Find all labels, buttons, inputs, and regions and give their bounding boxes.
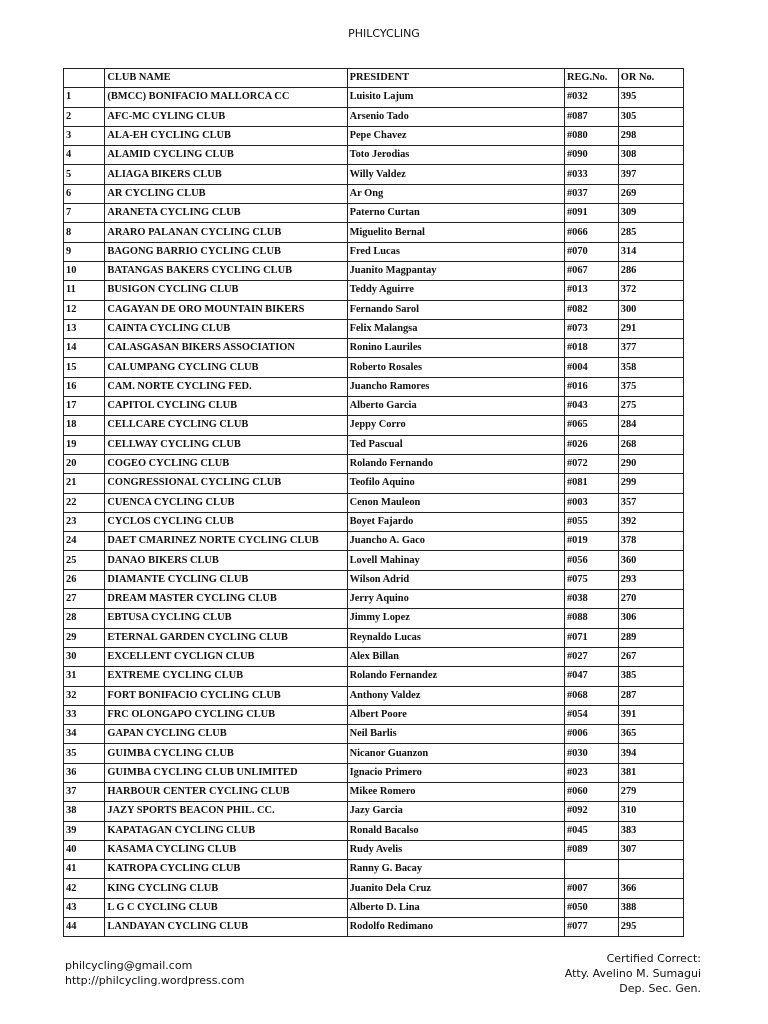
president-name: Juancho A. Gaco xyxy=(347,532,564,551)
row-number: 7 xyxy=(64,204,105,223)
or-number: 309 xyxy=(618,204,683,223)
contact-email: philcycling@gmail.com xyxy=(65,959,193,972)
header-number xyxy=(64,69,105,88)
reg-number: #067 xyxy=(564,261,618,280)
club-name: CELLCARE CYCLING CLUB xyxy=(105,416,347,435)
row-number: 33 xyxy=(64,705,105,724)
reg-number: #032 xyxy=(564,88,618,107)
club-name: DREAM MASTER CYCLING CLUB xyxy=(105,590,347,609)
reg-number: #054 xyxy=(564,705,618,724)
table-row xyxy=(64,165,684,184)
president-name: Willy Valdez xyxy=(347,165,564,184)
reg-number: #075 xyxy=(564,570,618,589)
president-name: Albert Poore xyxy=(347,705,564,724)
row-number: 32 xyxy=(64,686,105,705)
row-number: 29 xyxy=(64,628,105,647)
club-name: KING CYCLING CLUB xyxy=(105,879,347,898)
club-name: CALUMPANG CYCLING CLUB xyxy=(105,358,347,377)
reg-number: #047 xyxy=(564,667,618,686)
row-number: 21 xyxy=(64,474,105,493)
club-name: CUENCA CYCLING CLUB xyxy=(105,493,347,512)
president-name: Jeppy Corro xyxy=(347,416,564,435)
row-number: 1 xyxy=(64,88,105,107)
reg-number: #081 xyxy=(564,474,618,493)
president-name: Toto Jerodias xyxy=(347,146,564,165)
row-number: 28 xyxy=(64,609,105,628)
reg-number: #080 xyxy=(564,126,618,145)
row-number: 44 xyxy=(64,918,105,937)
table-row xyxy=(64,204,684,223)
reg-number: #068 xyxy=(564,686,618,705)
or-number: 268 xyxy=(618,435,683,454)
or-number: 270 xyxy=(618,590,683,609)
table-row xyxy=(64,126,684,145)
table-row xyxy=(64,628,684,647)
president-name: Juanito Magpantay xyxy=(347,261,564,280)
table-row xyxy=(64,705,684,724)
table-row xyxy=(64,454,684,473)
president-name: Arsenio Tado xyxy=(347,107,564,126)
table-row xyxy=(64,840,684,859)
table-row xyxy=(64,184,684,203)
table-row xyxy=(64,763,684,782)
or-number: 287 xyxy=(618,686,683,705)
table-row xyxy=(64,860,684,879)
or-number: 395 xyxy=(618,88,683,107)
reg-number: #089 xyxy=(564,840,618,859)
reg-number: #050 xyxy=(564,898,618,917)
row-number: 37 xyxy=(64,782,105,801)
row-number: 39 xyxy=(64,821,105,840)
club-name: L G C CYCLING CLUB xyxy=(105,898,347,917)
president-name: Fred Lucas xyxy=(347,242,564,261)
row-number: 40 xyxy=(64,840,105,859)
table-row xyxy=(64,821,684,840)
table-row xyxy=(64,532,684,551)
club-name: CELLWAY CYCLING CLUB xyxy=(105,435,347,454)
reg-number: #065 xyxy=(564,416,618,435)
club-name: DAET CMARINEZ NORTE CYCLING CLUB xyxy=(105,532,347,551)
table-row xyxy=(64,339,684,358)
row-number: 23 xyxy=(64,512,105,531)
header-club-name: CLUB NAME xyxy=(105,69,347,88)
header-or-no: OR No. xyxy=(618,69,683,88)
or-number: 308 xyxy=(618,146,683,165)
president-name: Reynaldo Lucas xyxy=(347,628,564,647)
reg-number: #004 xyxy=(564,358,618,377)
club-name: ALA-EH CYCLING CLUB xyxy=(105,126,347,145)
president-name: Ted Pascual xyxy=(347,435,564,454)
table-row xyxy=(64,551,684,570)
or-number: 377 xyxy=(618,339,683,358)
or-number: 397 xyxy=(618,165,683,184)
or-number: 286 xyxy=(618,261,683,280)
reg-number: #006 xyxy=(564,725,618,744)
row-number: 11 xyxy=(64,281,105,300)
signatory-position: Dep. Sec. Gen. xyxy=(619,982,701,995)
table-row xyxy=(64,570,684,589)
president-name: Rodolfo Redimano xyxy=(347,918,564,937)
table-row xyxy=(64,223,684,242)
president-name: Ronald Bacalso xyxy=(347,821,564,840)
club-name: BUSIGON CYCLING CLUB xyxy=(105,281,347,300)
row-number: 10 xyxy=(64,261,105,280)
club-name: EBTUSA CYCLING CLUB xyxy=(105,609,347,628)
or-number: 269 xyxy=(618,184,683,203)
reg-number: #091 xyxy=(564,204,618,223)
club-name: ALIAGA BIKERS CLUB xyxy=(105,165,347,184)
row-number: 38 xyxy=(64,802,105,821)
or-number: 285 xyxy=(618,223,683,242)
table-row xyxy=(64,300,684,319)
or-number: 300 xyxy=(618,300,683,319)
reg-number: #092 xyxy=(564,802,618,821)
club-name: DIAMANTE CYCLING CLUB xyxy=(105,570,347,589)
or-number: 293 xyxy=(618,570,683,589)
club-name: GUIMBA CYCLING CLUB xyxy=(105,744,347,763)
row-number: 6 xyxy=(64,184,105,203)
row-number: 30 xyxy=(64,647,105,666)
club-name: COGEO CYCLING CLUB xyxy=(105,454,347,473)
reg-number: #066 xyxy=(564,223,618,242)
reg-number: #043 xyxy=(564,397,618,416)
club-name: KASAMA CYCLING CLUB xyxy=(105,840,347,859)
reg-number: #019 xyxy=(564,532,618,551)
reg-number: #056 xyxy=(564,551,618,570)
president-name: Jazy Garcia xyxy=(347,802,564,821)
club-name: CAPITOL CYCLING CLUB xyxy=(105,397,347,416)
row-number: 42 xyxy=(64,879,105,898)
table-row xyxy=(64,725,684,744)
reg-number: #072 xyxy=(564,454,618,473)
row-number: 3 xyxy=(64,126,105,145)
president-name: Teofilo Aquino xyxy=(347,474,564,493)
reg-number: #027 xyxy=(564,647,618,666)
president-name: Lovell Mahinay xyxy=(347,551,564,570)
president-name: Juancho Ramores xyxy=(347,377,564,396)
reg-number: #018 xyxy=(564,339,618,358)
club-name: AFC-MC CYLING CLUB xyxy=(105,107,347,126)
table-row xyxy=(64,261,684,280)
club-name: EXTREME CYCLING CLUB xyxy=(105,667,347,686)
president-name: Felix Malangsa xyxy=(347,319,564,338)
header-president: PRESIDENT xyxy=(347,69,564,88)
president-name: Paterno Curtan xyxy=(347,204,564,223)
table-row xyxy=(64,281,684,300)
club-name: CAGAYAN DE ORO MOUNTAIN BIKERS xyxy=(105,300,347,319)
president-name: Wilson Adrid xyxy=(347,570,564,589)
president-name: Jerry Aquino xyxy=(347,590,564,609)
row-number: 12 xyxy=(64,300,105,319)
signatory-name: Atty. Avelino M. Sumagui xyxy=(564,967,701,980)
or-number: 388 xyxy=(618,898,683,917)
club-name: ETERNAL GARDEN CYCLING CLUB xyxy=(105,628,347,647)
reg-number: #070 xyxy=(564,242,618,261)
president-name: Fernando Sarol xyxy=(347,300,564,319)
contact-info xyxy=(65,958,244,988)
table-row xyxy=(64,493,684,512)
row-number: 2 xyxy=(64,107,105,126)
or-number: 391 xyxy=(618,705,683,724)
reg-number: #016 xyxy=(564,377,618,396)
president-name: Roberto Rosales xyxy=(347,358,564,377)
table-row xyxy=(64,744,684,763)
or-number: 357 xyxy=(618,493,683,512)
reg-number: #007 xyxy=(564,879,618,898)
table-row xyxy=(64,590,684,609)
reg-number: #033 xyxy=(564,165,618,184)
club-name: CONGRESSIONAL CYCLING CLUB xyxy=(105,474,347,493)
table-row xyxy=(64,146,684,165)
club-name: AR CYCLING CLUB xyxy=(105,184,347,203)
or-number: 306 xyxy=(618,609,683,628)
row-number: 17 xyxy=(64,397,105,416)
club-name: FRC OLONGAPO CYCLING CLUB xyxy=(105,705,347,724)
president-name: Ranny G. Bacay xyxy=(347,860,564,879)
club-name: GUIMBA CYCLING CLUB UNLIMITED xyxy=(105,763,347,782)
or-number: 298 xyxy=(618,126,683,145)
club-name: KAPATAGAN CYCLING CLUB xyxy=(105,821,347,840)
row-number: 36 xyxy=(64,763,105,782)
president-name: Ignacio Primero xyxy=(347,763,564,782)
reg-number: #071 xyxy=(564,628,618,647)
or-number: 299 xyxy=(618,474,683,493)
president-name: Jimmy Lopez xyxy=(347,609,564,628)
president-name: Neil Barlis xyxy=(347,725,564,744)
club-name: CYCLOS CYCLING CLUB xyxy=(105,512,347,531)
club-name: KATROPA CYCLING CLUB xyxy=(105,860,347,879)
row-number: 35 xyxy=(64,744,105,763)
reg-number: #026 xyxy=(564,435,618,454)
row-number: 16 xyxy=(64,377,105,396)
or-number: 381 xyxy=(618,763,683,782)
president-name: Luisito Lajum xyxy=(347,88,564,107)
president-name: Rolando Fernando xyxy=(347,454,564,473)
president-name: Juanito Dela Cruz xyxy=(347,879,564,898)
row-number: 22 xyxy=(64,493,105,512)
reg-number: #060 xyxy=(564,782,618,801)
row-number: 13 xyxy=(64,319,105,338)
table-row xyxy=(64,416,684,435)
row-number: 25 xyxy=(64,551,105,570)
row-number: 15 xyxy=(64,358,105,377)
reg-number: #023 xyxy=(564,763,618,782)
or-number xyxy=(618,860,683,879)
or-number: 314 xyxy=(618,242,683,261)
club-name: BAGONG BARRIO CYCLING CLUB xyxy=(105,242,347,261)
table-row xyxy=(64,107,684,126)
header-reg-no: REG.No. xyxy=(564,69,618,88)
row-number: 20 xyxy=(64,454,105,473)
contact-website: http://philcycling.wordpress.com xyxy=(65,974,245,987)
president-name: Boyet Fajardo xyxy=(347,512,564,531)
president-name: Anthony Valdez xyxy=(347,686,564,705)
club-name: DANAO BIKERS CLUB xyxy=(105,551,347,570)
reg-number: #055 xyxy=(564,512,618,531)
or-number: 289 xyxy=(618,628,683,647)
table-row xyxy=(64,879,684,898)
reg-number: #003 xyxy=(564,493,618,512)
table-header-row xyxy=(64,69,684,88)
president-name: Alberto D. Lina xyxy=(347,898,564,917)
table-row xyxy=(64,647,684,666)
row-number: 34 xyxy=(64,725,105,744)
club-name: ALAMID CYCLING CLUB xyxy=(105,146,347,165)
or-number: 284 xyxy=(618,416,683,435)
president-name: Alberto Garcia xyxy=(347,397,564,416)
row-number: 18 xyxy=(64,416,105,435)
president-name: Ronino Lauriles xyxy=(347,339,564,358)
row-number: 19 xyxy=(64,435,105,454)
table-body xyxy=(64,88,684,937)
president-name: Nicanor Guanzon xyxy=(347,744,564,763)
or-number: 394 xyxy=(618,744,683,763)
page-title: PHILCYCLING xyxy=(348,27,420,40)
reg-number: #030 xyxy=(564,744,618,763)
or-number: 305 xyxy=(618,107,683,126)
row-number: 5 xyxy=(64,165,105,184)
or-number: 267 xyxy=(618,647,683,666)
president-name: Rudy Avelis xyxy=(347,840,564,859)
reg-number: #038 xyxy=(564,590,618,609)
table-row xyxy=(64,358,684,377)
row-number: 14 xyxy=(64,339,105,358)
reg-number: #045 xyxy=(564,821,618,840)
club-name: GAPAN CYCLING CLUB xyxy=(105,725,347,744)
club-name: CAINTA CYCLING CLUB xyxy=(105,319,347,338)
club-name: BATANGAS BAKERS CYCLING CLUB xyxy=(105,261,347,280)
club-name: ARANETA CYCLING CLUB xyxy=(105,204,347,223)
club-name: HARBOUR CENTER CYCLING CLUB xyxy=(105,782,347,801)
club-name: FORT BONIFACIO CYCLING CLUB xyxy=(105,686,347,705)
or-number: 365 xyxy=(618,725,683,744)
club-name: ARARO PALANAN CYCLING CLUB xyxy=(105,223,347,242)
club-name: CALASGASAN BIKERS ASSOCIATION xyxy=(105,339,347,358)
reg-number: #037 xyxy=(564,184,618,203)
table-row xyxy=(64,898,684,917)
reg-number: #073 xyxy=(564,319,618,338)
reg-number: #088 xyxy=(564,609,618,628)
reg-number xyxy=(564,860,618,879)
certified-label: Certified Correct: xyxy=(606,952,701,965)
or-number: 392 xyxy=(618,512,683,531)
table-row xyxy=(64,667,684,686)
president-name: Alex Billan xyxy=(347,647,564,666)
row-number: 8 xyxy=(64,223,105,242)
table-row xyxy=(64,377,684,396)
president-name: Mikee Romero xyxy=(347,782,564,801)
reg-number: #087 xyxy=(564,107,618,126)
or-number: 290 xyxy=(618,454,683,473)
row-number: 27 xyxy=(64,590,105,609)
or-number: 358 xyxy=(618,358,683,377)
row-number: 4 xyxy=(64,146,105,165)
or-number: 310 xyxy=(618,802,683,821)
reg-number: #090 xyxy=(564,146,618,165)
row-number: 24 xyxy=(64,532,105,551)
table-row xyxy=(64,686,684,705)
or-number: 279 xyxy=(618,782,683,801)
reg-number: #077 xyxy=(564,918,618,937)
certification-block xyxy=(565,951,701,996)
club-name: JAZY SPORTS BEACON PHIL. CC. xyxy=(105,802,347,821)
table-row xyxy=(64,242,684,261)
table-row xyxy=(64,609,684,628)
club-name: LANDAYAN CYCLING CLUB xyxy=(105,918,347,937)
reg-number: #013 xyxy=(564,281,618,300)
president-name: Pepe Chavez xyxy=(347,126,564,145)
row-number: 9 xyxy=(64,242,105,261)
row-number: 26 xyxy=(64,570,105,589)
table-row xyxy=(64,802,684,821)
row-number: 41 xyxy=(64,860,105,879)
or-number: 295 xyxy=(618,918,683,937)
president-name: Miguelito Bernal xyxy=(347,223,564,242)
or-number: 275 xyxy=(618,397,683,416)
reg-number: #082 xyxy=(564,300,618,319)
or-number: 378 xyxy=(618,532,683,551)
table-row xyxy=(64,782,684,801)
table-row xyxy=(64,319,684,338)
or-number: 372 xyxy=(618,281,683,300)
table-row xyxy=(64,918,684,937)
club-name: CAM. NORTE CYCLING FED. xyxy=(105,377,347,396)
table-row xyxy=(64,474,684,493)
president-name: Cenon Mauleon xyxy=(347,493,564,512)
president-name: Teddy Aguirre xyxy=(347,281,564,300)
row-number: 43 xyxy=(64,898,105,917)
club-name: (BMCC) BONIFACIO MALLORCA CC xyxy=(105,88,347,107)
or-number: 375 xyxy=(618,377,683,396)
row-number: 31 xyxy=(64,667,105,686)
table-row xyxy=(64,397,684,416)
president-name: Ar Ong xyxy=(347,184,564,203)
or-number: 360 xyxy=(618,551,683,570)
table-row xyxy=(64,435,684,454)
club-name: EXCELLENT CYCLIGN CLUB xyxy=(105,647,347,666)
president-name: Rolando Fernandez xyxy=(347,667,564,686)
or-number: 291 xyxy=(618,319,683,338)
club-registry-table xyxy=(63,68,684,937)
or-number: 385 xyxy=(618,667,683,686)
or-number: 307 xyxy=(618,840,683,859)
or-number: 366 xyxy=(618,879,683,898)
table-row xyxy=(64,88,684,107)
or-number: 383 xyxy=(618,821,683,840)
table-row xyxy=(64,512,684,531)
